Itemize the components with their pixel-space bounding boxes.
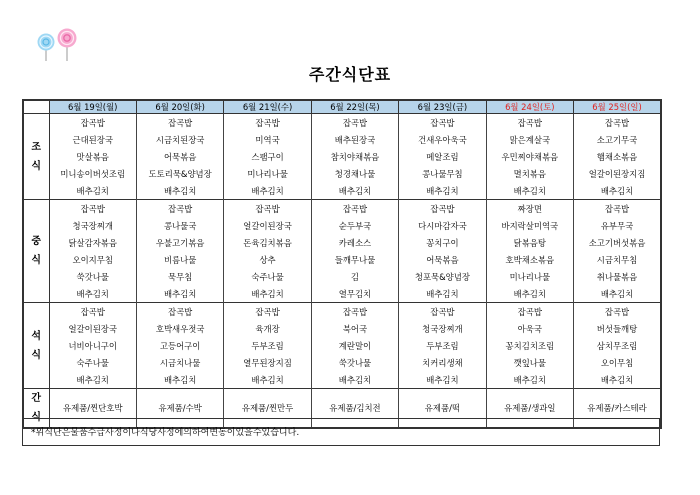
- dish-cell: 미니송이버섯조림: [49, 165, 136, 182]
- day-header: 6월 20일(화): [136, 100, 223, 114]
- dish-cell: 배추김치: [224, 371, 311, 389]
- dish-cell: 어묵볶음: [136, 148, 223, 165]
- dish-cell: 배추김치: [574, 371, 661, 389]
- dish-cell: 바지락살미역국: [486, 217, 573, 234]
- menu-row: [23, 337, 661, 354]
- dish-cell: 배추된장국: [311, 131, 398, 148]
- dish-cell: 아욱국: [486, 320, 573, 337]
- menu-row: [23, 268, 661, 285]
- dish-cell: 미나리나물: [224, 165, 311, 182]
- dish-cell: 근대된장국: [49, 131, 136, 148]
- dish-cell: 북어국: [311, 320, 398, 337]
- dish-cell: 비름나물: [136, 251, 223, 268]
- dish-cell: 고등어구이: [136, 337, 223, 354]
- header-corner: [23, 100, 49, 114]
- dish-cell: 잡곡밥: [486, 303, 573, 321]
- dish-cell: 잡곡밥: [224, 303, 311, 321]
- dish-cell: 유부무국: [574, 217, 661, 234]
- lollipop-pink-icon: [58, 29, 77, 62]
- dish-cell: 치커리생채: [399, 354, 486, 371]
- day-header: 6월 19일(월): [49, 100, 136, 114]
- dish-cell: 꽁치구이: [399, 234, 486, 251]
- dish-cell: 건새우아욱국: [399, 131, 486, 148]
- dish-cell: 두부조림: [224, 337, 311, 354]
- menu-row: [23, 182, 661, 200]
- dish-cell: 숙주나물: [224, 268, 311, 285]
- snack-cell: 유제품/카스테라: [574, 389, 661, 429]
- snack-cell: 유제품/찐단호박: [49, 389, 136, 429]
- dish-cell: 청국장찌개: [399, 320, 486, 337]
- dish-cell: 배추김치: [49, 285, 136, 303]
- lollipop-decoration: [33, 28, 83, 62]
- dish-cell: 시금치나물: [136, 354, 223, 371]
- dish-cell: 멸치볶음: [486, 165, 573, 182]
- dish-cell: 잡곡밥: [399, 114, 486, 132]
- dish-cell: 순두부국: [311, 217, 398, 234]
- day-header: 6월 23일(금): [399, 100, 486, 114]
- dish-cell: 배추김치: [224, 285, 311, 303]
- meal-label: 석 식: [23, 303, 49, 389]
- dish-cell: 잡곡밥: [574, 200, 661, 218]
- dish-cell: 잡곡밥: [311, 200, 398, 218]
- menu-row: [23, 114, 661, 132]
- meal-label: 중 식: [23, 200, 49, 303]
- dish-cell: 참치야채볶음: [311, 148, 398, 165]
- dish-cell: 청포묵&양념장: [399, 268, 486, 285]
- dish-cell: 열무김치: [311, 285, 398, 303]
- dish-cell: 오이지무침: [49, 251, 136, 268]
- menu-row: [23, 251, 661, 268]
- dish-cell: 얼갈이된장국: [224, 217, 311, 234]
- dish-cell: 짜장면: [486, 200, 573, 218]
- dish-cell: 잡곡밥: [224, 114, 311, 132]
- dish-cell: 잡곡밥: [49, 200, 136, 218]
- dish-cell: 쑥갓나물: [49, 268, 136, 285]
- dish-cell: 맑은계살국: [486, 131, 573, 148]
- dish-cell: 오이무침: [574, 354, 661, 371]
- dish-cell: 삼치무조림: [574, 337, 661, 354]
- dish-cell: 돈육김치볶음: [224, 234, 311, 251]
- menu-row: [23, 234, 661, 251]
- menu-row: [23, 200, 661, 218]
- meal-label: 간 식: [23, 389, 49, 429]
- dish-cell: 얼갈이된장국: [49, 320, 136, 337]
- meal-label: 조 식: [23, 114, 49, 200]
- snack-cell: 유제품/생과일: [486, 389, 573, 429]
- dish-cell: 잡곡밥: [49, 303, 136, 321]
- dish-cell: 콩나물국: [136, 217, 223, 234]
- dish-cell: 배추김치: [399, 371, 486, 389]
- dish-cell: 배추김치: [136, 182, 223, 200]
- snack-cell: 유제품/수박: [136, 389, 223, 429]
- dish-cell: 숙주나물: [49, 354, 136, 371]
- dish-cell: 너비아니구이: [49, 337, 136, 354]
- dish-cell: 도토리묵&양념장: [136, 165, 223, 182]
- notice-text: *위식단은물품수급사정이나식당사정에의하여변동이있을수있습니다.: [22, 418, 660, 446]
- dish-cell: 배추김치: [486, 285, 573, 303]
- menu-row: [23, 354, 661, 371]
- dish-cell: 우민찌야채볶음: [486, 148, 573, 165]
- dish-cell: 메알조림: [399, 148, 486, 165]
- dish-cell: 취나물볶음: [574, 268, 661, 285]
- dish-cell: 맛살볶음: [49, 148, 136, 165]
- dish-cell: 배추김치: [574, 182, 661, 200]
- menu-row: [23, 131, 661, 148]
- dish-cell: 청경채나물: [311, 165, 398, 182]
- snack-cell: 유제품/떡: [399, 389, 486, 429]
- dish-cell: 닭살감자볶음: [49, 234, 136, 251]
- dish-cell: 다시마감자국: [399, 217, 486, 234]
- dish-cell: 잡곡밥: [136, 114, 223, 132]
- dish-cell: 잡곡밥: [136, 200, 223, 218]
- dish-cell: 배추김치: [399, 285, 486, 303]
- dish-cell: 스팸구이: [224, 148, 311, 165]
- dish-cell: 소고기버섯볶음: [574, 234, 661, 251]
- dish-cell: 배추김치: [136, 371, 223, 389]
- menu-row: [23, 217, 661, 234]
- dish-cell: 상추: [224, 251, 311, 268]
- dish-cell: 배추김치: [49, 371, 136, 389]
- dish-cell: 얼갈이된장지짐: [574, 165, 661, 182]
- dish-cell: 미나리나물: [486, 268, 573, 285]
- dish-cell: 시금치된장국: [136, 131, 223, 148]
- dish-cell: 잡곡밥: [399, 200, 486, 218]
- dish-cell: 배추김치: [224, 182, 311, 200]
- dish-cell: 호박채소볶음: [486, 251, 573, 268]
- dish-cell: 소고기무국: [574, 131, 661, 148]
- dish-cell: 시금치무침: [574, 251, 661, 268]
- day-header-row: [23, 100, 661, 114]
- dish-cell: 호박새우젓국: [136, 320, 223, 337]
- menu-row: [23, 371, 661, 389]
- menu-row: [23, 303, 661, 321]
- dish-cell: 잡곡밥: [399, 303, 486, 321]
- dish-cell: 묵무침: [136, 268, 223, 285]
- dish-cell: 청국장찌개: [49, 217, 136, 234]
- menu-row: [23, 165, 661, 182]
- page-title: 주간식단표: [308, 65, 392, 84]
- day-header: 6월 25일(일): [574, 100, 661, 114]
- day-header: 6월 22일(목): [311, 100, 398, 114]
- dish-cell: 들깨무나물: [311, 251, 398, 268]
- dish-cell: 버섯들깨탕: [574, 320, 661, 337]
- dish-cell: 김: [311, 268, 398, 285]
- menu-row: [23, 148, 661, 165]
- dish-cell: 카레소스: [311, 234, 398, 251]
- day-header: 6월 21일(수): [224, 100, 311, 114]
- dish-cell: 콩나물무침: [399, 165, 486, 182]
- dish-cell: 햄채소볶음: [574, 148, 661, 165]
- dish-cell: 잡곡밥: [224, 200, 311, 218]
- dish-cell: 깻잎나물: [486, 354, 573, 371]
- day-header: 6월 24일(토): [486, 100, 573, 114]
- dish-cell: 미역국: [224, 131, 311, 148]
- dish-cell: 잡곡밥: [574, 303, 661, 321]
- dish-cell: 잡곡밥: [136, 303, 223, 321]
- dish-cell: 잡곡밥: [49, 114, 136, 132]
- dish-cell: 두부조림: [399, 337, 486, 354]
- dish-cell: 잡곡밥: [311, 303, 398, 321]
- lollipop-blue-icon: [38, 34, 55, 62]
- menu-row: [23, 320, 661, 337]
- dish-cell: 배추김치: [486, 371, 573, 389]
- dish-cell: 닭볶음탕: [486, 234, 573, 251]
- snack-cell: 유제품/김치전: [311, 389, 398, 429]
- dish-cell: 쑥갓나물: [311, 354, 398, 371]
- dish-cell: 배추김치: [311, 371, 398, 389]
- dish-cell: 어묵볶음: [399, 251, 486, 268]
- dish-cell: 우불고기볶음: [136, 234, 223, 251]
- dish-cell: 배추김치: [136, 285, 223, 303]
- dish-cell: 배추김치: [574, 285, 661, 303]
- dish-cell: 열무된장지짐: [224, 354, 311, 371]
- snack-cell: 유제품/찐만두: [224, 389, 311, 429]
- dish-cell: 배추김치: [399, 182, 486, 200]
- dish-cell: 잡곡밥: [574, 114, 661, 132]
- dish-cell: 육개장: [224, 320, 311, 337]
- menu-row: [23, 285, 661, 303]
- dish-cell: 계란말이: [311, 337, 398, 354]
- dish-cell: 잡곡밥: [486, 114, 573, 132]
- weekly-menu-table: [22, 99, 662, 429]
- dish-cell: 잡곡밥: [311, 114, 398, 132]
- dish-cell: 배추김치: [486, 182, 573, 200]
- dish-cell: 꽁치김치조림: [486, 337, 573, 354]
- dish-cell: 배추김치: [49, 182, 136, 200]
- dish-cell: 배추김치: [311, 182, 398, 200]
